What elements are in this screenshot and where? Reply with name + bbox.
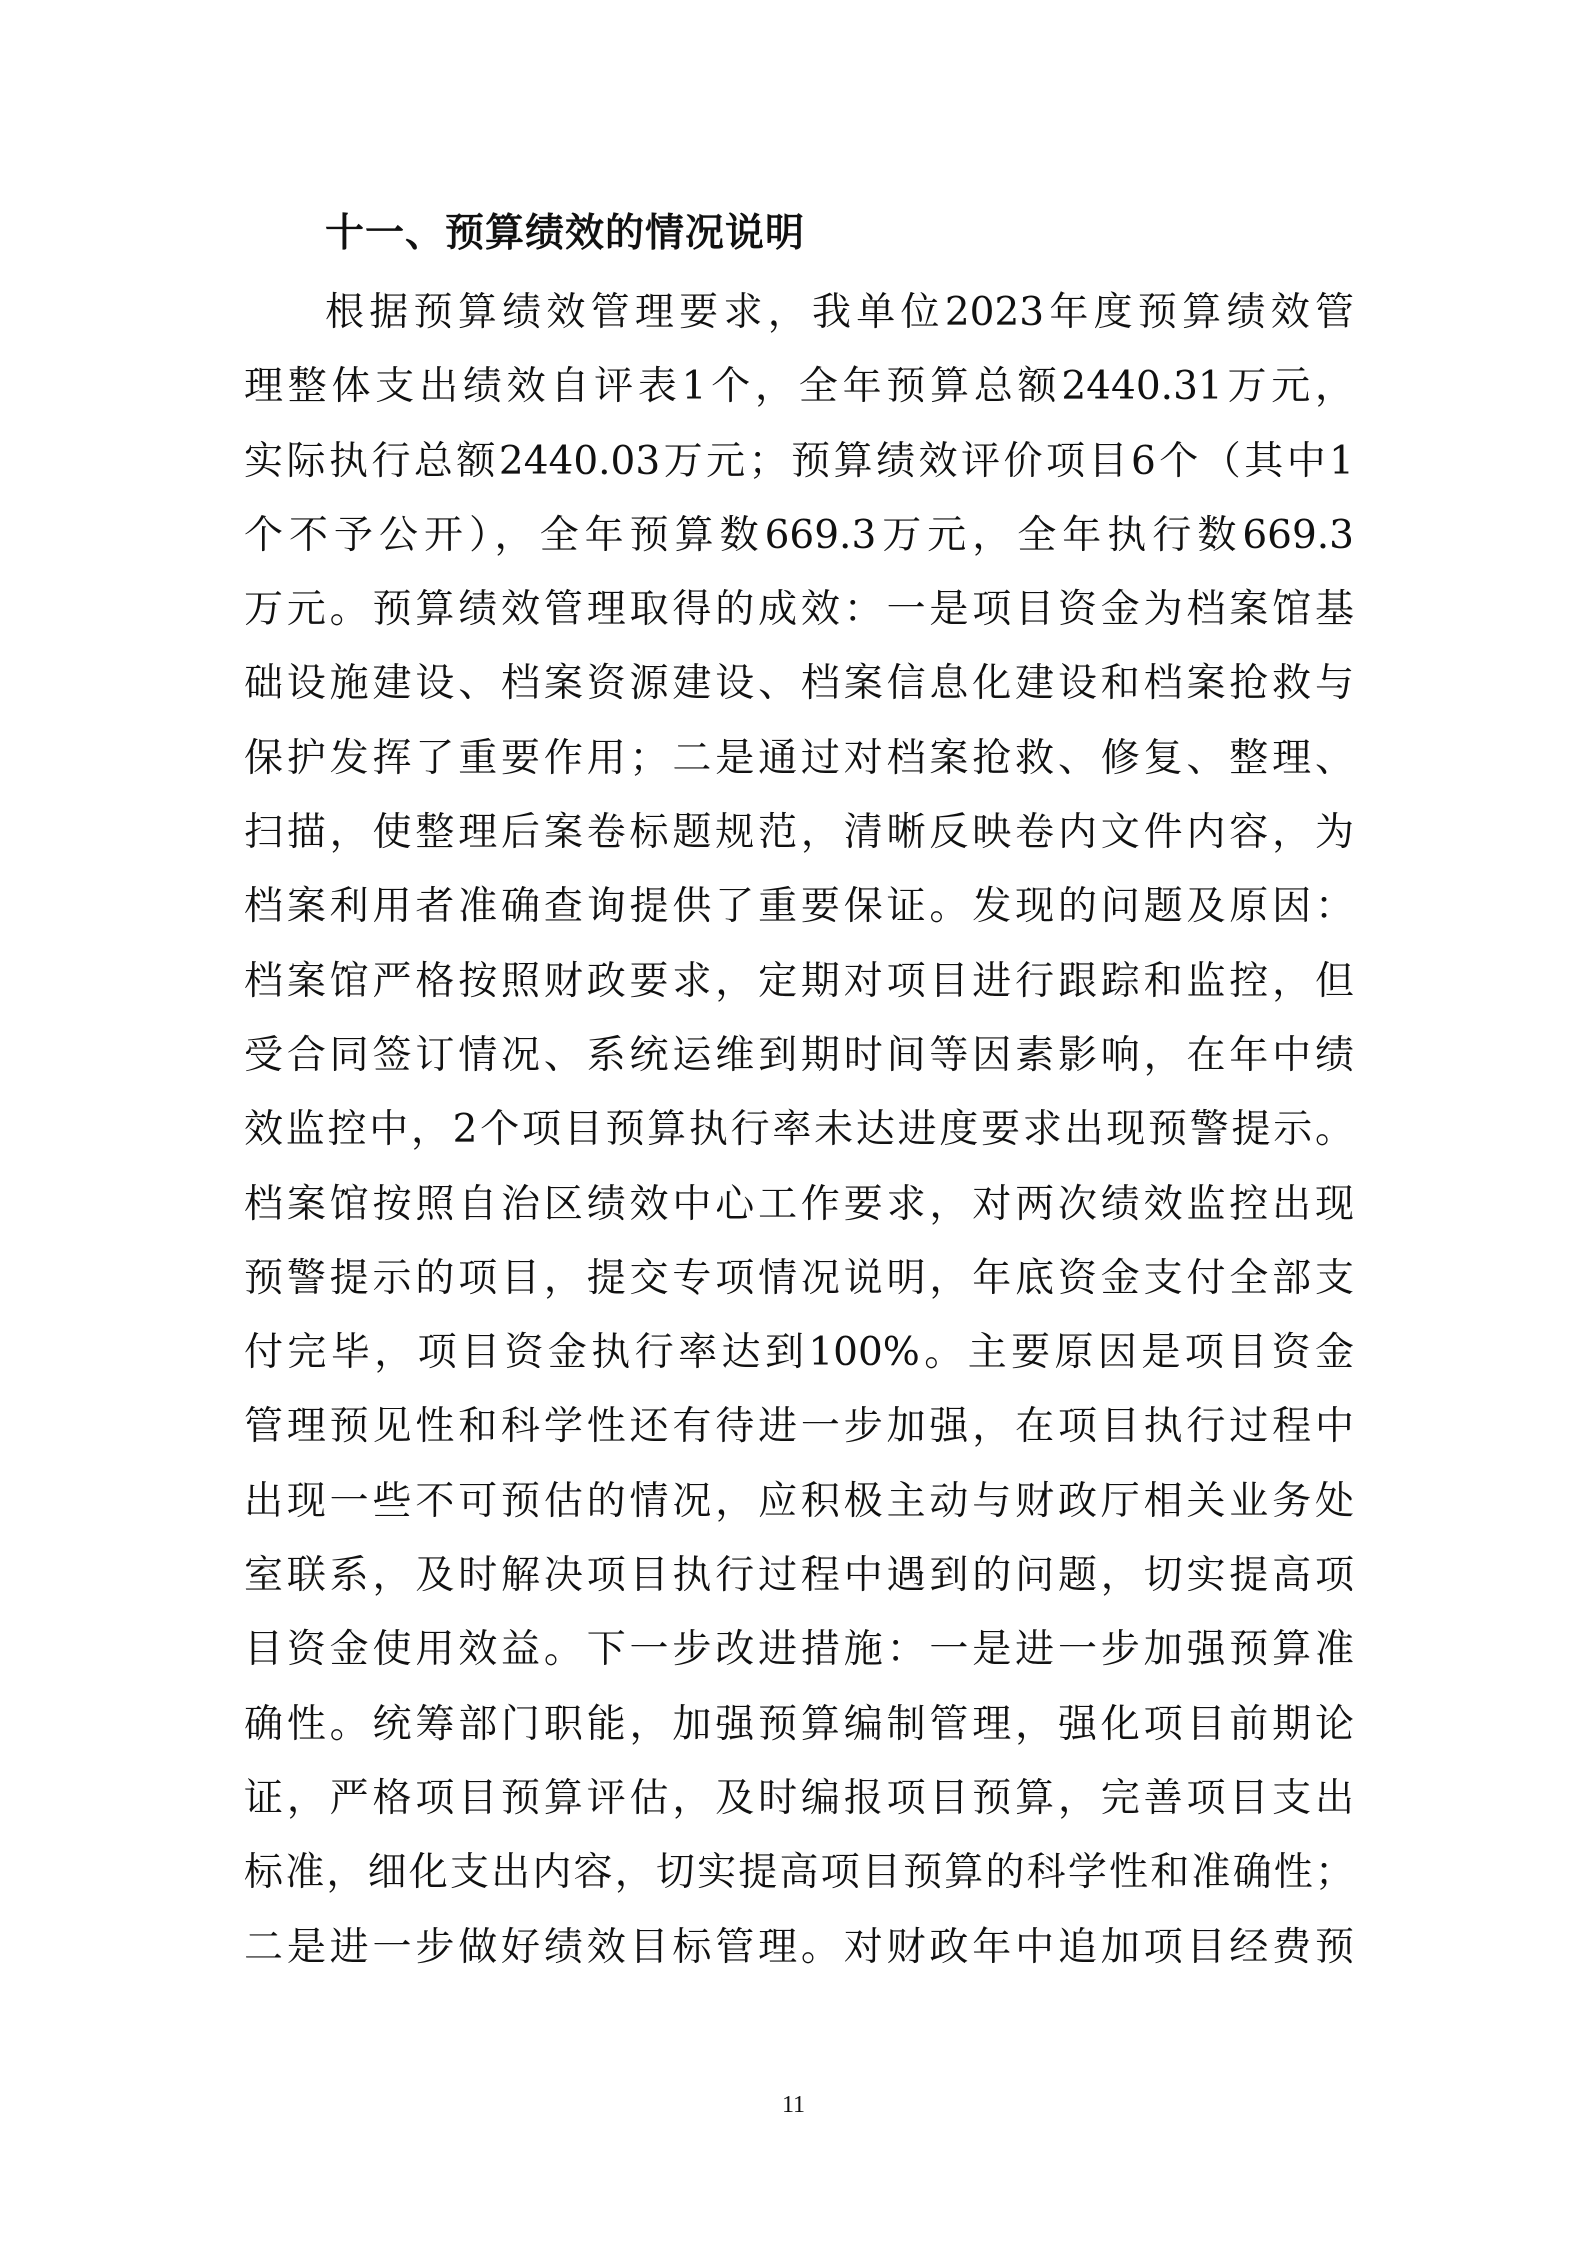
paragraph-line: 确性。统筹部门职能，加强预算编制管理，强化项目前期论 <box>244 1701 1354 1747</box>
paragraph-line: 扫描，使整理后案卷标题规范，清晰反映卷内文件内容，为 <box>244 810 1354 856</box>
paragraph-line: 础设施建设、档案资源建设、档案信息化建设和档案抢救与 <box>244 661 1354 707</box>
paragraph-line: 效监控中，2个项目预算执行率未达进度要求出现预警提示。 <box>244 1107 1354 1153</box>
paragraph-line: 目资金使用效益。下一步改进措施：一是进一步加强预算准 <box>244 1627 1354 1673</box>
paragraph-line: 管理预见性和科学性还有待进一步加强，在项目执行过程中 <box>244 1404 1354 1450</box>
paragraph-line: 档案馆严格按照财政要求，定期对项目进行跟踪和监控，但 <box>244 958 1354 1004</box>
paragraph-line: 档案利用者准确查询提供了重要保证。发现的问题及原因： <box>244 884 1354 930</box>
paragraph-line: 付完毕，项目资金执行率达到100%。主要原因是项目资金 <box>244 1330 1354 1376</box>
paragraph-line: 根据预算绩效管理要求，我单位2023年度预算绩效管 <box>325 290 1354 335</box>
paragraph-line: 保护发挥了重要作用；二是通过对档案抢救、修复、整理、 <box>244 735 1354 781</box>
paragraph-line: 证，严格项目预算评估，及时编报项目预算，完善项目支出 <box>244 1775 1354 1821</box>
paragraph-line: 标准，细化支出内容，切实提高项目预算的科学性和准确性； <box>244 1850 1354 1896</box>
paragraph-line: 个不予公开），全年预算数669.3万元，全年执行数669.3 <box>244 512 1354 558</box>
paragraph-line: 受合同签订情况、系统运维到期时间等因素影响，在年中绩 <box>244 1032 1354 1078</box>
paragraph-line: 实际执行总额2440.03万元；预算绩效评价项目6个（其中1 <box>244 438 1354 484</box>
body-paragraph <box>244 276 1354 1985</box>
page-number: 11 <box>781 2092 806 2118</box>
paragraph-line: 档案馆按照自治区绩效中心工作要求，对两次绩效监控出现 <box>244 1181 1354 1227</box>
section-heading: 十一、预算绩效的情况说明 <box>325 211 806 256</box>
paragraph-line: 万元。预算绩效管理取得的成效：一是项目资金为档案馆基 <box>244 587 1354 633</box>
paragraph-line: 理整体支出绩效自评表1个，全年预算总额2440.31万元， <box>244 364 1354 410</box>
paragraph-line: 预警提示的项目，提交专项情况说明，年底资金支付全部支 <box>244 1255 1354 1301</box>
paragraph-line: 出现一些不可预估的情况，应积极主动与财政厅相关业务处 <box>244 1478 1354 1524</box>
paragraph-line: 室联系，及时解决项目执行过程中遇到的问题，切实提高项 <box>244 1553 1354 1599</box>
paragraph-line: 二是进一步做好绩效目标管理。对财政年中追加项目经费预 <box>244 1924 1354 1970</box>
